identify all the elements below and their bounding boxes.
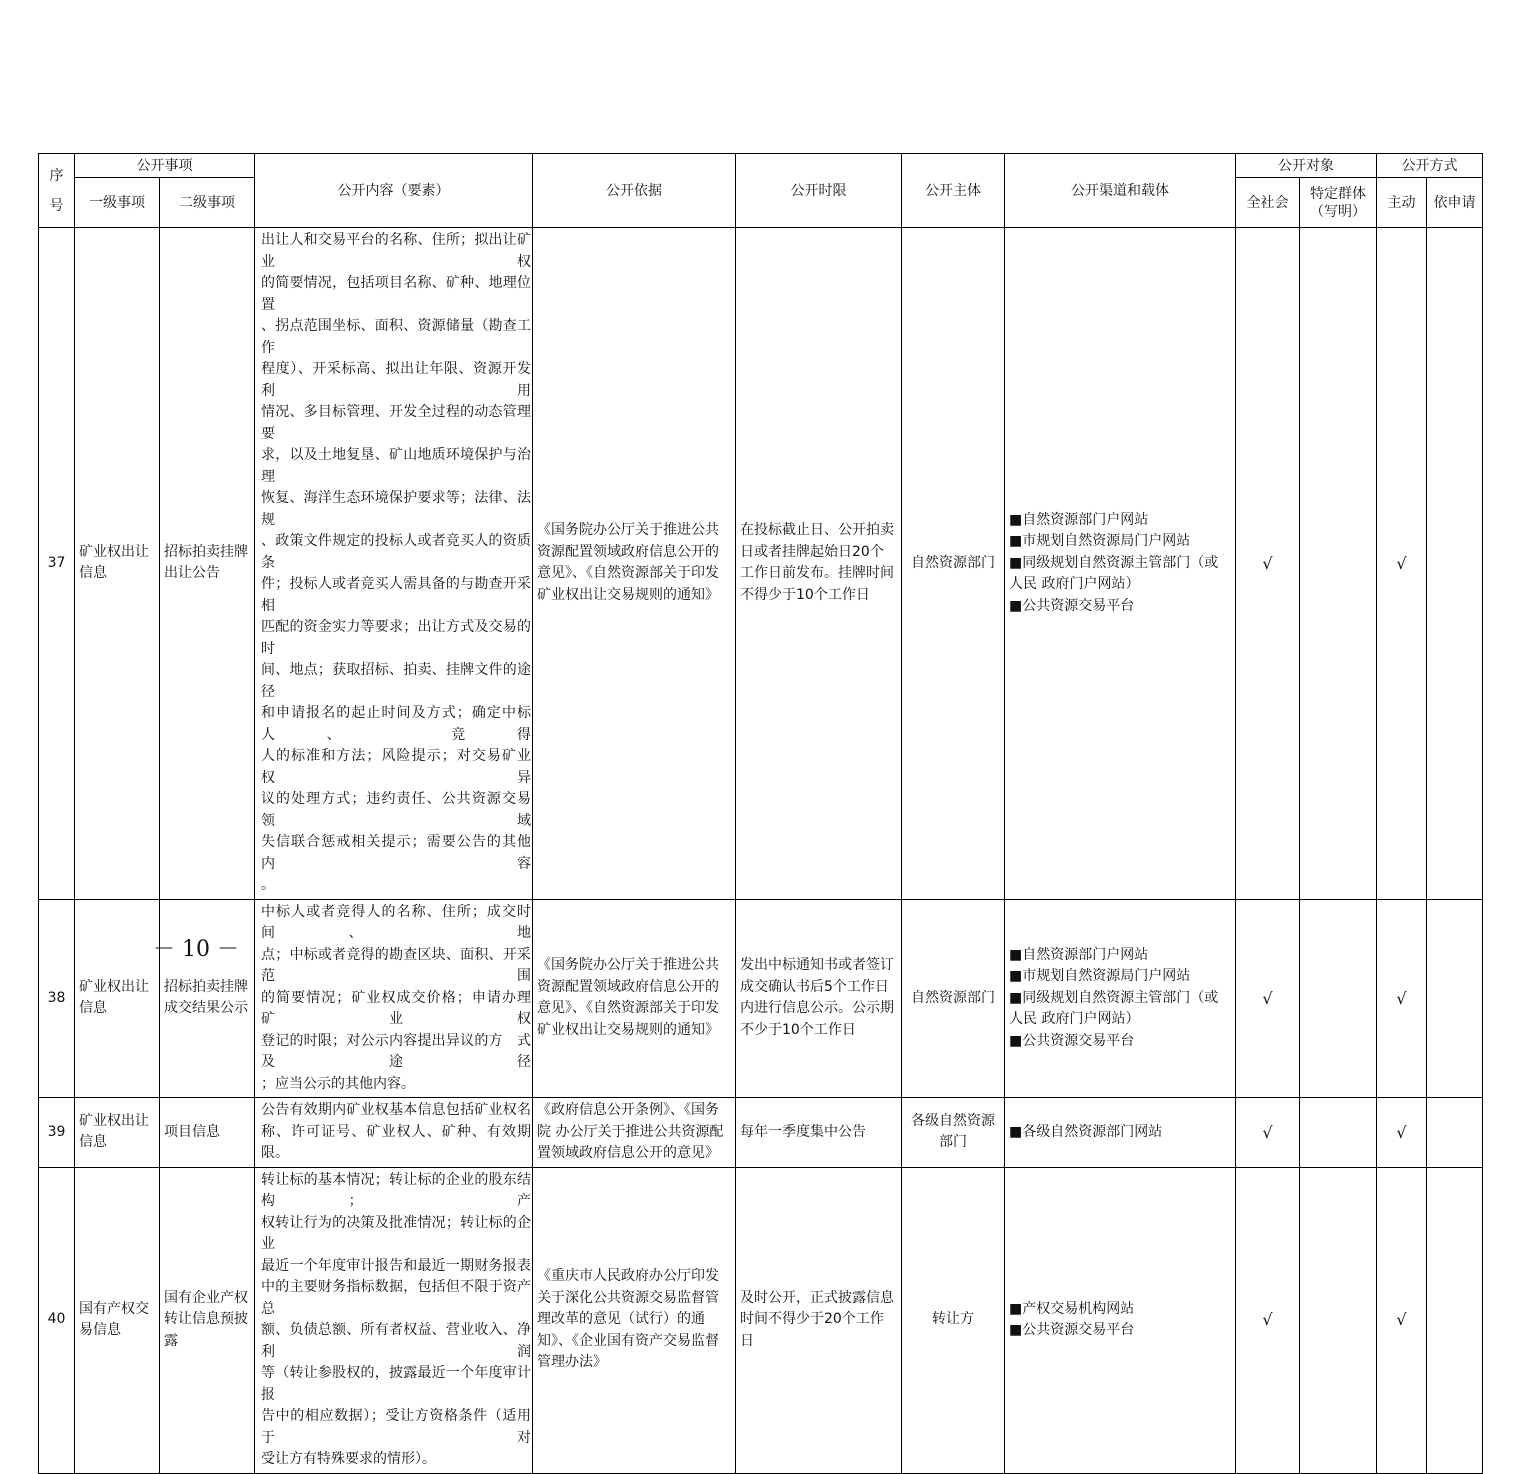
content-line: 匹配的资金实力等要求；出让方式及交易的 时 bbox=[261, 619, 545, 657]
content-line: 的简要情况；矿业权成交价格；申请办理 矿业权 bbox=[261, 989, 545, 1027]
table-row bbox=[39, 228, 1483, 900]
content-line: 中标人或者竞得人的名称、住所；成交时间、 地 bbox=[261, 903, 531, 941]
basis-cell: 《重庆市人民政府办公厅印发关于深化公共资源交易监督管理改革的意见（试行）的通知》、《企业国有资产交易监督管理办法》 bbox=[533, 1167, 736, 1473]
method-active-check: √ bbox=[1377, 228, 1427, 900]
audience-all-check: √ bbox=[1236, 1167, 1300, 1473]
audience-specific-cell bbox=[1300, 1167, 1377, 1473]
content-line: 议的处理方式；违约责任、公共资源交易 领域 bbox=[261, 791, 545, 829]
method-request-cell bbox=[1427, 1167, 1483, 1473]
content-line: 点；中标或者竞得的勘查区块、面积、开采 范围 bbox=[261, 946, 545, 984]
channel-item: ■同级规划自然资源主管部门（或人民 政府门户网站） bbox=[1009, 989, 1219, 1027]
content-tail: ；应当公示的其他内容。 bbox=[261, 1075, 415, 1092]
content-line: 等（转让参股权的，披露最近一个年度审计 报 bbox=[261, 1365, 545, 1403]
header-seq: 序 号 bbox=[39, 154, 75, 228]
method-request-cell bbox=[1427, 228, 1483, 900]
audience-all-check: √ bbox=[1236, 899, 1300, 1098]
deadline-cell: 发出中标通知书或者签订成交确认书后5个工作日内进行信息公示。公示期不少于10个工作日 bbox=[736, 899, 902, 1098]
header-content: 公开内容（要素） bbox=[255, 154, 533, 228]
level2-cell: 项目信息 bbox=[160, 1098, 255, 1168]
level1-cell: 矿业权出让信息 bbox=[75, 228, 160, 900]
content-line: 额、负债总额、所有者权益、营业收入、净利 润 bbox=[261, 1322, 531, 1360]
channel-item: ■市规划自然资源局门户网站 bbox=[1009, 968, 1191, 984]
header-audience-specific: 特定群体 （写明） bbox=[1300, 178, 1377, 228]
level2-cell: 招标拍卖挂牌成交结果公示 bbox=[160, 899, 255, 1098]
table-row bbox=[39, 1098, 1483, 1168]
level1-cell: 矿业权出让信息 bbox=[75, 899, 160, 1098]
header-method-active: 主动 bbox=[1377, 178, 1427, 228]
content-line: 中的主要财务指标数据，包括但不限于资产总 bbox=[261, 1279, 531, 1317]
channel-item: ■各级自然资源部门网站 bbox=[1009, 1123, 1163, 1140]
header-matter: 公开事项 bbox=[75, 154, 255, 178]
method-active-check: √ bbox=[1377, 1167, 1427, 1473]
content-line: 权转让行为的决策及批准情况；转让标的企 业 bbox=[261, 1214, 545, 1252]
audience-all-check: √ bbox=[1236, 1098, 1300, 1168]
header-deadline: 公开时限 bbox=[736, 154, 902, 228]
deadline-cell: 及时公开，正式披露信息时间不得少于20个工作日 bbox=[736, 1167, 902, 1473]
content-cell bbox=[255, 1098, 533, 1168]
table-row bbox=[39, 1167, 1483, 1473]
content-line: 件；投标人或者竞买人需具备的与勘查开采 相 bbox=[261, 576, 545, 614]
page-number: － 10 － bbox=[153, 937, 239, 962]
content-line: 最近一个年度审计报告和最近一期财务报表 bbox=[261, 1257, 531, 1274]
content-line: 情况、多目标管理、开发全过程的动态管理 要 bbox=[261, 404, 545, 442]
level2-cell: 国有企业产权转让信息预披露 bbox=[160, 1167, 255, 1473]
deadline-cell: 在投标截止日、公开拍卖日或者挂牌起始日20个工作日前发布。挂牌时间不得少于10个工作日 bbox=[736, 228, 902, 900]
method-request-cell bbox=[1427, 1098, 1483, 1168]
content-line: 告中的相应数据）；受让方资格条件（适用于 对 bbox=[261, 1408, 531, 1446]
channel-cell bbox=[1005, 899, 1236, 1098]
method-request-cell bbox=[1427, 899, 1483, 1098]
row-number: 38 bbox=[39, 899, 75, 1098]
content-line: 人的标准和方法；风险提示；对交易矿业 权异 bbox=[261, 748, 545, 786]
level1-cell: 国有产权交易信息 bbox=[75, 1167, 160, 1473]
table-row bbox=[39, 899, 1483, 1098]
content-cell bbox=[255, 899, 545, 1098]
channel-item: ■同级规划自然资源主管部门（或人民 政府门户网站） bbox=[1009, 554, 1219, 592]
header-method: 公开方式 bbox=[1377, 154, 1483, 178]
channel-cell bbox=[1005, 1098, 1236, 1168]
header-subject: 公开主体 bbox=[902, 154, 1005, 228]
channel-cell bbox=[1005, 228, 1236, 900]
basis-cell: 《国务院办公厅关于推进公共资源配置领域政府信息公开的意见》、《自然资源部关于印发矿业权出让交易规则的通知》 bbox=[533, 228, 736, 900]
header-channel: 公开渠道和载体 bbox=[1005, 154, 1236, 228]
level2-cell: 招标拍卖挂牌出让公告 bbox=[160, 228, 255, 900]
row-number: 37 bbox=[39, 228, 75, 900]
content-line: 、政策文件规定的投标人或者竞买人的资质 条 bbox=[261, 533, 545, 571]
method-active-check: √ bbox=[1377, 899, 1427, 1098]
header-level2: 二级事项 bbox=[160, 178, 255, 228]
header-level1: 一级事项 bbox=[75, 178, 160, 228]
content-cell bbox=[255, 228, 545, 900]
audience-specific-cell bbox=[1300, 899, 1377, 1098]
subject-cell: 自然资源部门 bbox=[902, 228, 1005, 900]
content-line: 、拐点范围坐标、面积、资源储量（勘查工 作 bbox=[261, 318, 545, 356]
basis-cell: 《国务院办公厅关于推进公共资源配置领域政府信息公开的意见》、《自然资源部关于印发矿业权出让交易规则的通知》 bbox=[533, 899, 736, 1098]
channel-item: ■产权交易机构网站 bbox=[1009, 1300, 1135, 1317]
channel-item: ■公共资源交易平台 bbox=[1009, 597, 1135, 614]
channel-item: ■公共资源交易平台 bbox=[1009, 1032, 1135, 1049]
content-line: 恢复、海洋生态环境保护要求等；法律、法 规 bbox=[261, 490, 545, 528]
level1-cell: 矿业权出让信息 bbox=[75, 1098, 160, 1168]
content-line: 求，以及土地复垦、矿山地质环境保护与治 理 bbox=[261, 447, 545, 485]
content-tail: 受让方有特殊要求的情形）。 bbox=[261, 1451, 436, 1467]
content-line: 程度）、开采标高、拟出让年限、资源开发利 用 bbox=[261, 361, 531, 399]
deadline-cell: 每年一季度集中公告 bbox=[736, 1098, 902, 1168]
subject-cell: 自然资源部门 bbox=[902, 899, 1005, 1098]
method-active-check: √ bbox=[1377, 1098, 1427, 1168]
disclosure-table bbox=[38, 153, 1483, 1474]
basis-cell: 《政府信息公开条例》、《国务院 办公厅关于推进公共资源配置领域政府信息公开的意见》 bbox=[533, 1098, 736, 1168]
header-audience: 公开对象 bbox=[1236, 154, 1377, 178]
content-line: 间、地点；获取招标、拍卖、挂牌文件的途 径 bbox=[261, 662, 545, 700]
content-line: 转让标的基本情况；转让标的企业的股东结构； 产 bbox=[261, 1171, 531, 1209]
content-line: 和申请报名的起止时间及方式；确定中标人、 竞得 bbox=[261, 705, 531, 743]
content-line: 的简要情况，包括项目名称、矿种、地理位 置 bbox=[261, 275, 545, 313]
row-number: 40 bbox=[39, 1167, 75, 1473]
channel-item: ■自然资源部门户网站 bbox=[1009, 946, 1149, 963]
channel-item: ■自然资源部门户网站 bbox=[1009, 511, 1149, 528]
channel-cell bbox=[1005, 1167, 1236, 1473]
header-audience-all: 全社会 bbox=[1236, 178, 1300, 228]
subject-cell: 各级自然资源部门 bbox=[902, 1098, 1005, 1168]
content-tail: 公告有效期内矿业权基本信息包括矿业权名称、许可证号、矿业权人、矿种、有效期限。 bbox=[261, 1102, 531, 1161]
audience-specific-cell bbox=[1300, 228, 1377, 900]
content-cell bbox=[255, 1167, 545, 1473]
row-number: 39 bbox=[39, 1098, 75, 1168]
audience-all-check: √ bbox=[1236, 228, 1300, 900]
audience-specific-cell bbox=[1300, 1098, 1377, 1168]
channel-item: ■公共资源交易平台 bbox=[1009, 1322, 1135, 1338]
content-tail: 。 bbox=[261, 877, 275, 893]
content-line: 登记的时限；对公示内容提出异议的方 式及途径 bbox=[261, 1032, 531, 1070]
header-method-request: 依申请 bbox=[1427, 178, 1483, 228]
subject-cell: 转让方 bbox=[902, 1167, 1005, 1473]
header-basis: 公开依据 bbox=[533, 154, 736, 228]
channel-item: ■市规划自然资源局门户网站 bbox=[1009, 533, 1191, 549]
content-line: 失信联合惩戒相关提示；需要公告的其他 内容 bbox=[261, 834, 545, 872]
content-line: 出让人和交易平台的名称、住所；拟出让矿业 权 bbox=[261, 232, 531, 270]
